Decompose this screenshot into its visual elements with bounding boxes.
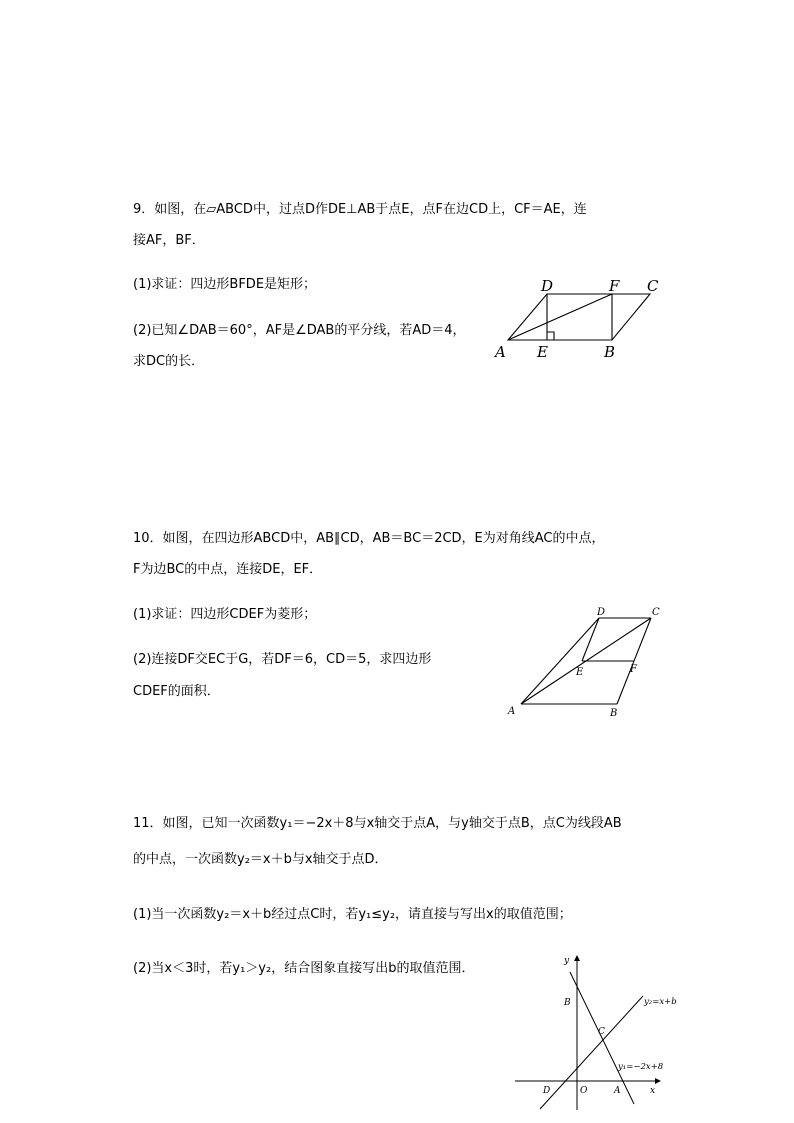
- problem-11-line-1: 11．如图，已知一次函数y₁＝−2x＋8与x轴交于点A，与y轴交于点B，点C为线段AB: [133, 816, 622, 831]
- label-y2-line: y₂=x+b: [644, 997, 677, 1007]
- problem-9-part-1: (1)求证：四边形BFDE是矩形；: [133, 277, 317, 292]
- problem-11-part-1: (1)当一次函数y₂＝x＋b经过点C时，若y₁≤y₂，请直接与写出x的取值范围；: [133, 907, 572, 922]
- label-E: E: [576, 667, 584, 678]
- label-E: E: [537, 343, 548, 361]
- label-B: B: [604, 343, 616, 361]
- label-B: B: [564, 998, 571, 1008]
- problem-10-line-2: F为边BC的中点，连接DE，EF．: [133, 562, 323, 577]
- problem-10-line-1: 10．如图，在四边形ABCD中，AB∥CD，AB＝BC＝2CD，E为对角线AC的中点，: [133, 531, 605, 546]
- label-y1-line: y₁=−2x+8: [618, 1062, 664, 1072]
- problem-10-part-2: (2)连接DF交EC于G，若DF＝6，CD＝5，求四边形: [133, 652, 432, 667]
- label-A: A: [495, 343, 506, 361]
- figure-parallelogram: [490, 272, 670, 364]
- problem-9-line-2: 接AF，BF．: [133, 233, 205, 248]
- figure-linear-functions: [510, 950, 695, 1112]
- problem-10-part-1: (1)求证：四边形CDEF为菱形；: [133, 607, 317, 622]
- label-C: C: [598, 1027, 605, 1037]
- problem-9-part-2-cont: 求DC的长．: [133, 354, 205, 369]
- problem-9-line-1: 9．如图，在▱ABCD中，过点D作DE⊥AB于点E，点F在边CD上，CF＝AE，连: [133, 202, 587, 217]
- label-A: A: [508, 706, 516, 717]
- problem-9-part-2: (2)已知∠DAB＝60°，AF是∠DAB的平分线，若AD＝4，: [133, 323, 466, 338]
- label-A: A: [614, 1086, 621, 1096]
- problem-10-part-2-cont: CDEF的面积．: [133, 684, 220, 699]
- label-O: O: [580, 1086, 588, 1096]
- label-C: C: [647, 277, 659, 295]
- label-D: D: [543, 1086, 551, 1096]
- label-F: F: [630, 664, 637, 675]
- label-C: C: [652, 607, 660, 618]
- label-D: D: [541, 277, 554, 295]
- label-y-axis: y: [564, 956, 570, 966]
- label-D: D: [597, 607, 606, 618]
- label-x-axis: x: [650, 1086, 656, 1096]
- problem-11-line-2: 的中点，一次函数y₂＝x＋b与x轴交于点D．: [133, 852, 388, 867]
- problem-11-part-2: (2)当x＜3时，若y₁＞y₂，结合图象直接写出b的取值范围．: [133, 961, 475, 976]
- label-F: F: [609, 277, 620, 295]
- label-B: B: [610, 708, 618, 719]
- figure-rhombus-quadrilateral: [500, 600, 675, 722]
